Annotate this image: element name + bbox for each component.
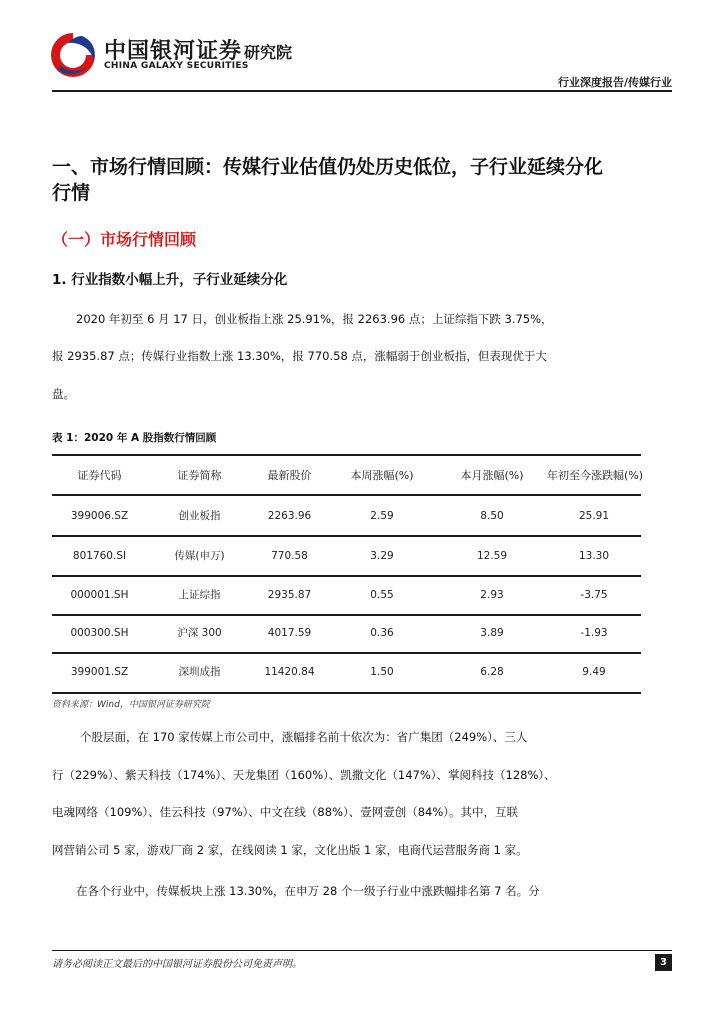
table-cell: 3.29 <box>370 550 394 562</box>
column-header: 年初至今涨跌幅(%) <box>547 469 644 482</box>
table-cell: 3.89 <box>480 627 504 639</box>
table-bottom-rule <box>52 692 641 694</box>
table-cell: 2263.96 <box>267 510 312 522</box>
paragraph-line: 个股层面，在 170 家传媒上市公司中，涨幅排名前十依次为：省广集团（249%）、三人 <box>80 730 528 744</box>
table-cell: 2935.87 <box>267 589 312 601</box>
column-header: 本周涨幅(%) <box>350 469 414 482</box>
table-cell: 4017.59 <box>267 627 312 639</box>
paragraph-line: 网营销公司 5 家，游戏厂商 2 家，在线阅读 1 家，文化出版 1 家，电商代运营服务商 1 家。 <box>52 843 528 857</box>
table-cell: 传媒(申万) <box>174 550 225 562</box>
section-heading: 一、市场行情回顾：传媒行业估值仍处历史低位，子行业延续分化行情 <box>52 156 604 204</box>
table-row <box>52 575 641 615</box>
galaxy-logo-icon <box>48 30 98 80</box>
header-divider <box>52 90 672 92</box>
page-number: 3 <box>655 954 672 971</box>
table-cell: -3.75 <box>580 589 608 601</box>
logo-english-name: CHINA GALAXY SECURITIES <box>104 61 249 71</box>
paragraph-line: 电魂网络（109%）、佳云科技（97%）、中文在线（88%）、壹网壹创（84%）。其中，互联 <box>52 805 519 819</box>
column-header: 证券代码 <box>77 469 122 482</box>
column-header: 最新股价 <box>267 469 312 482</box>
column-header: 本月涨幅(%) <box>460 469 524 482</box>
table-cell: 8.50 <box>480 510 504 522</box>
table-cell: -1.93 <box>580 627 608 639</box>
table-cell: 6.28 <box>480 666 504 678</box>
report-category: 行业深度报告/传媒行业 <box>557 76 672 89</box>
table-cell: 2.59 <box>370 510 394 522</box>
table-cell: 0.55 <box>370 589 394 601</box>
paragraph-line: 2020 年初至 6 月 17 日，创业板指上涨 25.91%，报 2263.96 点；上证综指下跌 3.75%， <box>76 312 553 326</box>
table-row <box>52 613 641 653</box>
table-cell: 399001.SZ <box>70 666 129 678</box>
table-source: 资料来源：Wind，中国银河证券研究院 <box>52 700 210 710</box>
table-cell: 25.91 <box>578 510 610 522</box>
table-cell: 上证综指 <box>178 589 221 601</box>
topic-heading: 1. 行业指数小幅上升，子行业延续分化 <box>52 272 288 288</box>
table-row <box>52 496 641 536</box>
company-logo <box>48 30 308 84</box>
paragraph-line: 行（229%）、紫天科技（174%）、天龙集团（160%）、凯撒文化（147%）、掌阅科技（128%）、 <box>52 768 556 782</box>
footer-divider <box>52 950 672 951</box>
paragraph-line: 报 2935.87 点；传媒行业指数上涨 13.30%，报 770.58 点，涨幅弱于创业板指，但表现优于大 <box>52 349 547 363</box>
paragraph-line: 盘。 <box>52 387 75 401</box>
table-cell: 1.50 <box>370 666 394 678</box>
table-cell: 2.93 <box>480 589 504 601</box>
table-cell: 11420.84 <box>264 666 315 678</box>
table-cell: 399006.SZ <box>70 510 129 522</box>
table-cell: 创业板指 <box>178 510 221 522</box>
table-cell: 000001.SH <box>70 589 129 601</box>
disclaimer-note: 请务必阅读正文最后的中国银河证券股份公司免责声明。 <box>52 959 302 970</box>
table-cell: 12.59 <box>476 550 508 562</box>
column-header: 证券简称 <box>177 469 222 482</box>
paragraph-line: 在各个行业中，传媒板块上涨 13.30%，在申万 28 个一级子行业中涨跌幅排名第 7 名。分 <box>76 884 540 898</box>
page-header <box>0 0 724 92</box>
table-caption: 表 1：2020 年 A 股指数行情回顾 <box>52 432 217 444</box>
table-cell: 0.36 <box>370 627 394 639</box>
table-cell: 000300.SH <box>70 627 129 639</box>
table-cell: 801760.SI <box>72 550 127 562</box>
table-cell: 13.30 <box>578 550 610 562</box>
table-cell: 9.49 <box>582 666 606 678</box>
table-cell: 深圳成指 <box>178 666 221 678</box>
logo-institute: 研究院 <box>244 43 293 62</box>
table-cell: 沪深 300 <box>177 627 222 639</box>
logo-chinese-name: 中国银河证券 <box>104 39 243 64</box>
table-cell: 770.58 <box>271 550 308 562</box>
table-row <box>52 536 641 576</box>
table-header-row <box>52 456 644 496</box>
subsection-heading: （一）市场行情回顾 <box>52 230 197 249</box>
table-row <box>52 652 641 692</box>
